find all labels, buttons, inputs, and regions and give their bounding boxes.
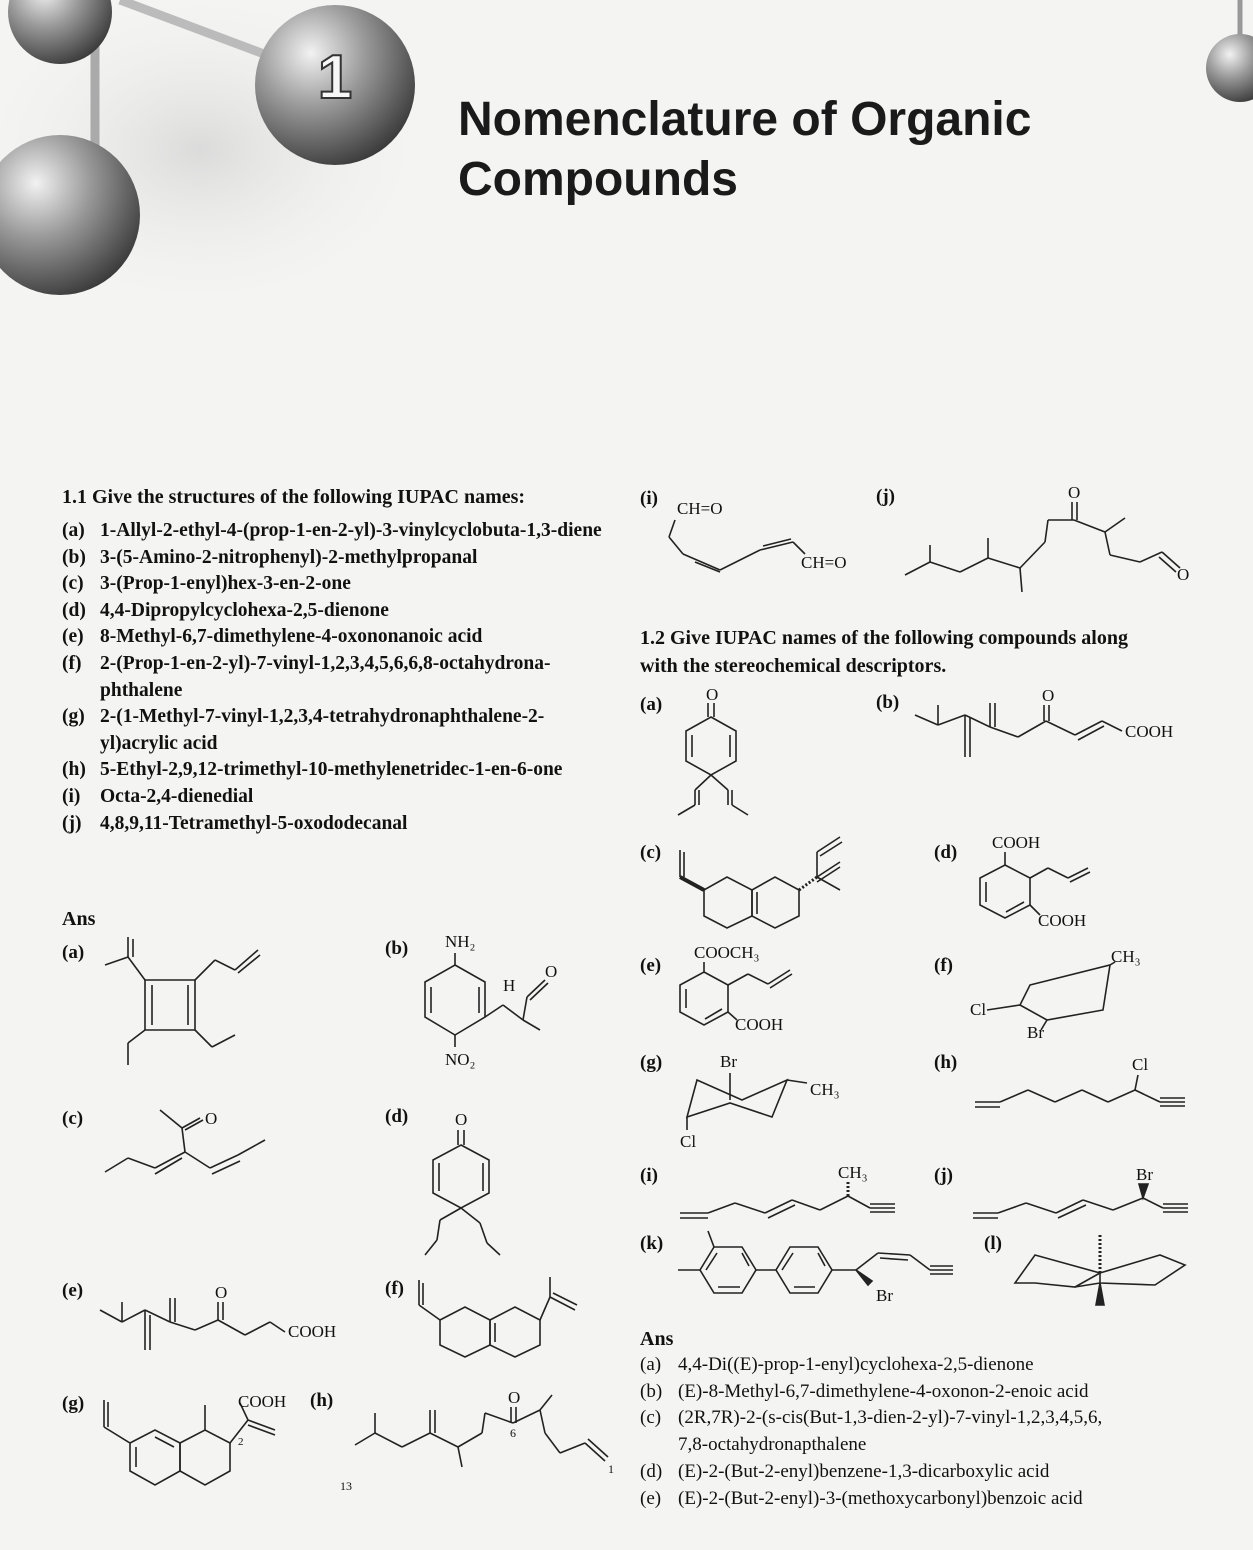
locant-1: 1 [608, 1462, 614, 1476]
answer-label: (i) [640, 488, 658, 509]
cooh-label: COOH [1125, 722, 1174, 741]
br-label: Br [876, 1286, 893, 1305]
list-item: (d) 4,4-Dipropylcyclohexa-2,5-dienone [62, 599, 389, 621]
nh2-label: NH₂ [445, 932, 476, 951]
locant-6: 6 [510, 1426, 516, 1440]
cooch3-label: COOCH₃ [694, 943, 760, 962]
list-item: (e) 8-Methyl-6,7-dimethylene-4-oxononanoic acid [62, 626, 483, 648]
list-item: (a) 4,4-Di((E)-prop-1-enyl)cyclohexa-2,5-dienone [640, 1354, 1034, 1375]
question-label: (e) [640, 955, 662, 976]
list-item: (i) Octa-2,4-dienedial [62, 785, 254, 807]
list-item: (h) 5-Ethyl-2,9,12-trimethyl-10-methylenetridec-1-en-6-one [62, 759, 563, 781]
answer-label: (c) [62, 1108, 84, 1129]
cooh-label: COOH [735, 1015, 784, 1034]
structure-1-2-k [678, 1225, 968, 1310]
question-1-2-heading: 1.2 Give IUPAC names of the following compounds along with the stereochemical descriptors. [640, 627, 1128, 677]
structure-1-2-c [672, 832, 852, 932]
no2-label: NO₂ [445, 1050, 476, 1069]
oxygen-label: O [215, 1283, 228, 1302]
structure-1-2-f [965, 940, 1155, 1040]
br-label: Br [720, 1052, 737, 1071]
oxygen-label: O [1042, 686, 1055, 705]
question-label: (i) [640, 1165, 658, 1186]
structure-1-2-l [1010, 1225, 1200, 1320]
answer-label: (b) [385, 938, 409, 959]
structure-1-1-b [405, 925, 585, 1075]
list-item: (c) 3-(Prop-1-enyl)hex-3-en-2-one [62, 573, 351, 595]
answer-label: (e) [62, 1280, 84, 1301]
question-label: (k) [640, 1233, 664, 1254]
question-1-1-heading: 1.1 Give the structures of the following IUPAC names: [62, 486, 526, 508]
answer-1-2-heading: Ans [640, 1328, 674, 1350]
list-item: (g) 2-(1-Methyl-7-vinyl-1,2,3,4-tetrahydronaphthalene-2-yl)acrylic acid [62, 706, 545, 754]
answer-1-2-list [640, 1352, 1220, 1512]
chapter-number: 1 [317, 43, 353, 112]
ch3-label: CH₃ [810, 1080, 840, 1099]
answer-label: (d) [385, 1106, 409, 1127]
chapter-title [458, 90, 1031, 210]
question-1-1-list [62, 518, 617, 837]
answer-label: (g) [62, 1393, 85, 1414]
structure-1-2-g [672, 1045, 862, 1150]
cl-label: Cl [680, 1132, 697, 1151]
structure-1-1-h [340, 1385, 620, 1495]
oxygen-label: O [1177, 565, 1190, 584]
question-label: (a) [640, 694, 663, 715]
atom-ball [1206, 34, 1253, 102]
question-label: (b) [876, 692, 900, 713]
structure-1-2-a [670, 685, 760, 820]
structure-1-1-f [415, 1275, 585, 1365]
structure-1-2-b [910, 685, 1200, 765]
ch3-label: CH₃ [1111, 947, 1141, 966]
structure-1-1-g [100, 1385, 310, 1510]
list-item: (j) 4,8,9,11-Tetramethyl-5-oxododecanal [62, 812, 408, 834]
structure-1-1-a [100, 935, 270, 1075]
ch3-label: CH₃ [838, 1163, 868, 1182]
structure-1-1-i [665, 492, 865, 582]
list-item: (c) (2R,7R)-2-(s-cis(But-1,3-dien-2-yl)-7-vinyl-1,2,3,4,5,6, [640, 1407, 1103, 1429]
structure-1-2-d [970, 830, 1120, 935]
oxygen-label: O [455, 1110, 468, 1129]
cl-label: Cl [970, 1000, 987, 1019]
question-label: (d) [934, 842, 958, 863]
structure-1-2-j [968, 1158, 1198, 1228]
locant-2: 2 [238, 1436, 244, 1448]
structure-1-2-i [680, 1158, 910, 1228]
chapter-title-line2: Compounds [458, 153, 738, 206]
cooh-label: COOH [992, 833, 1041, 852]
answer-1-1-heading: Ans [62, 908, 96, 930]
question-label: (j) [934, 1165, 953, 1186]
question-label: (g) [640, 1052, 663, 1073]
list-item: (b) (E)-8-Methyl-6,7-dimethylene-4-oxonon-2-enoic acid [640, 1380, 1089, 1402]
list-item: (a) 1-Allyl-2-ethyl-4-(prop-1-en-2-yl)-3-vinylcyclobuta-1,3-diene [62, 520, 602, 541]
question-label: (h) [934, 1052, 958, 1073]
question-label: (c) [640, 842, 662, 863]
aldehyde-h-label: H [503, 976, 516, 995]
structure-1-1-d [425, 1105, 525, 1265]
question-label: (l) [984, 1233, 1002, 1254]
structure-1-2-h [970, 1050, 1200, 1120]
oxygen-label: O [545, 962, 558, 981]
cooh-label: COOH [1038, 911, 1087, 930]
cl-label: Cl [1132, 1055, 1149, 1074]
oxygen-label: O [1068, 483, 1081, 502]
structure-1-1-e [100, 1280, 360, 1360]
structure-1-1-j [900, 480, 1190, 600]
list-item: (b) 3-(5-Amino-2-nitrophenyl)-2-methylpropanal [62, 546, 478, 568]
answer-label: (h) [310, 1390, 334, 1411]
answer-label: (f) [385, 1278, 404, 1299]
answer-label: (a) [62, 942, 85, 963]
list-item: (f) 2-(Prop-1-en-2-yl)-7-vinyl-1,2,3,4,5,6,6,8-octahydrona-phthalene [62, 652, 551, 701]
answer-label: (j) [876, 486, 895, 507]
cooh-label: COOH [288, 1322, 337, 1341]
aldehyde-label: CH=O [677, 499, 723, 518]
list-item: (d) (E)-2-(But-2-enyl)benzene-1,3-dicarboxylic acid [640, 1460, 1050, 1482]
chapter-title-line1: Nomenclature of Organic [458, 93, 1032, 146]
oxygen-label: O [508, 1388, 521, 1407]
structure-1-2-e [672, 942, 832, 1037]
br-label: Br [1027, 1023, 1044, 1042]
list-item: (e) (E)-2-(But-2-enyl)-3-(methoxycarbonyl)benzoic acid [640, 1487, 1083, 1509]
oxygen-label: O [205, 1109, 218, 1128]
oxygen-label: O [706, 685, 719, 704]
question-label: (f) [934, 955, 953, 976]
br-label: Br [1136, 1165, 1153, 1184]
structure-1-1-c [100, 1100, 280, 1200]
list-item: 7,8-octahydronapthalene [678, 1434, 867, 1456]
cooh-label: COOH [238, 1392, 287, 1411]
aldehyde-label: CH=O [801, 553, 847, 572]
locant-13: 13 [340, 1479, 352, 1493]
